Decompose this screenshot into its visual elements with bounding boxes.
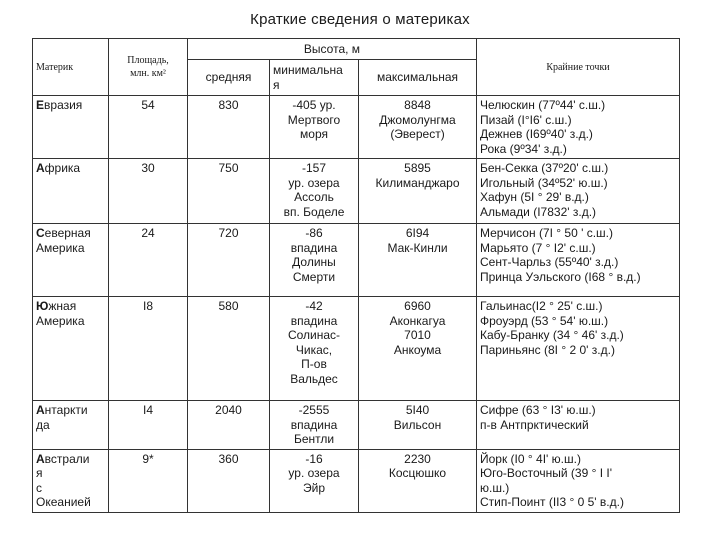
header-max: максимальная [359,60,477,96]
extremes-cell: Йорк (I0 ° 4I' ю.ш.) Юго-Восточный (39 ° I I' ю.ш.) Стип-Поинт (II3 ° 0 5' в.д.) [477,449,680,512]
table-row [33,297,680,401]
extremes-cell: Бен-Секка (37º20' с.ш.) Игольный (34º52' ю.ш.) Хафун (5I ° 29' в.д.) Альмади (I7832' з.д.) [477,159,680,224]
extremes-cell: Мерчисон (7I ° 50 ' с.ш.) Марьято (7 ° I2' с.ш.) Сент-Чарльз (55º40' з.д.) Принца Уэльского (I68 ° в.д.) [477,224,680,297]
continents-table [32,38,680,513]
min-height-cell: -42 впадина Солинас- Чикас, П-ов Вальдес [270,297,359,401]
max-height-cell: 8848 Джомолунгма (Эверест) [359,96,477,159]
min-height-cell: -157 ур. озера Ассоль вп. Боделе [270,159,359,224]
table-row [33,96,680,159]
page-title: Краткие сведения о материках [250,11,470,28]
header-continent: Материк [33,39,109,96]
continent-cell: Евразия [33,96,109,159]
max-height-cell: 5I40 Вильсон [359,401,477,450]
area-cell: I8 [109,297,188,401]
max-height-cell: 5895 Килиманджаро [359,159,477,224]
continent-cell: Антаркти да [33,401,109,450]
header-row [33,39,680,60]
header-height: Высота, м [188,39,477,60]
continent-cell: Африка [33,159,109,224]
max-height-cell: 6I94 Мак-Кинли [359,224,477,297]
area-cell: 9* [109,449,188,512]
continent-cell: Северная Америка [33,224,109,297]
max-height-cell: 2230 Косцюшко [359,449,477,512]
avg-height-cell: 830 [188,96,270,159]
table-row [33,224,680,297]
extremes-cell: Гальинас(I2 ° 25' с.ш.) Фроуэрд (53 ° 54' ю.ш.) Кабу-Бранку (34 ° 46' з.д.) Париньянс (8I ° 2 0' з.д.) [477,297,680,401]
header-extremes: Крайние точки [477,39,680,96]
min-height-cell: -405 ур. Мертвого моря [270,96,359,159]
extremes-cell: Челюскин (77º44' с.ш.) Пизай (I°I6' с.ш.) Дежнев (I69º40' з.д.) Рока (9º34' з.д.) [477,96,680,159]
table-row [33,159,680,224]
header-min: минимальна я [270,60,359,96]
header-avg: средняя [188,60,270,96]
max-height-cell: 6960 Аконкагуа 7010 Анкоума [359,297,477,401]
header-area: Площадь, млн. км² [109,39,188,96]
min-height-cell: -16 ур. озера Эйр [270,449,359,512]
table-row [33,401,680,450]
min-height-cell: -2555 впадина Бентли [270,401,359,450]
continent-cell: Австрали я с Океанией [33,449,109,512]
avg-height-cell: 2040 [188,401,270,450]
avg-height-cell: 580 [188,297,270,401]
area-cell: 30 [109,159,188,224]
continent-cell: Южная Америка [33,297,109,401]
area-cell: I4 [109,401,188,450]
table-row [33,449,680,512]
extremes-cell: Сифре (63 ° I3' ю.ш.) п-в Антпрктический [477,401,680,450]
avg-height-cell: 720 [188,224,270,297]
min-height-cell: -86 впадина Долины Смерти [270,224,359,297]
area-cell: 24 [109,224,188,297]
avg-height-cell: 750 [188,159,270,224]
area-cell: 54 [109,96,188,159]
avg-height-cell: 360 [188,449,270,512]
